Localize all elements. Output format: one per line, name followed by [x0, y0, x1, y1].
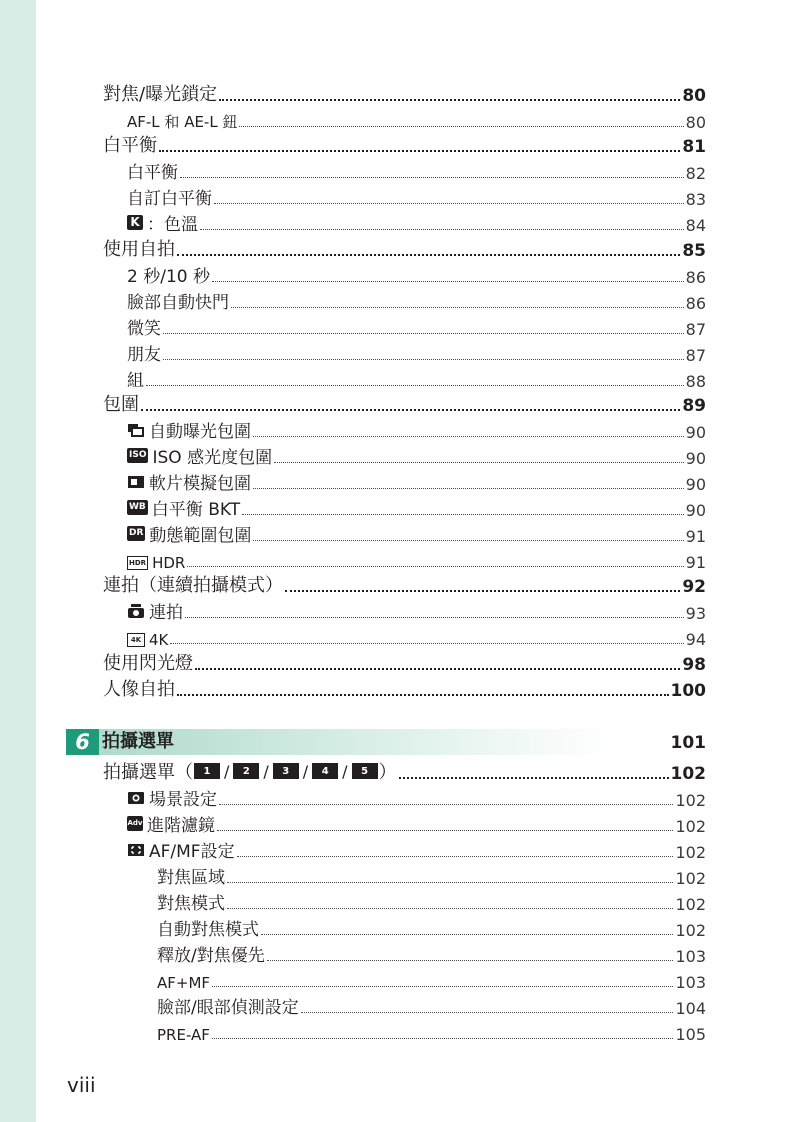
- toc-entry-page: 102: [675, 895, 706, 914]
- leader-dots: [267, 960, 674, 961]
- chapter-page: 101: [670, 733, 706, 753]
- toc-entry[interactable]: [103, 82, 706, 106]
- toc-entry[interactable]: [127, 625, 706, 649]
- toc-entry-page: 103: [675, 973, 706, 992]
- toc-entry-label-suffix: ）: [378, 762, 397, 783]
- toc-entry-page: 90: [685, 501, 706, 520]
- toc-entry-label: 動態範圍包圍: [149, 526, 252, 546]
- toc-entry[interactable]: [103, 651, 706, 675]
- leader-dots: [219, 804, 673, 805]
- toc-entry-label: 白平衡: [103, 135, 157, 156]
- toc-entry-label: 場景設定: [149, 790, 217, 810]
- leader-dots: [185, 617, 684, 618]
- leader-dots: [219, 99, 680, 101]
- toc-entry-label: ISO 感光度包圍: [152, 448, 273, 468]
- toc-entry-page: 91: [685, 527, 706, 546]
- leader-dots: [242, 514, 684, 515]
- toc-entry-page: 91: [685, 553, 706, 572]
- side-color-bar: [0, 0, 36, 1122]
- toc-entry[interactable]: [127, 341, 706, 365]
- leader-dots: [217, 830, 673, 831]
- toc-entry-label: AF+MF: [157, 974, 211, 992]
- leader-dots: [212, 1038, 674, 1039]
- leader-dots: [170, 643, 683, 644]
- leader-dots: [187, 566, 683, 567]
- leader-dots: [146, 385, 684, 386]
- toc-entry-page: 102: [675, 791, 706, 810]
- toc-entry-page: 89: [682, 396, 706, 416]
- leader-dots: [200, 229, 684, 230]
- toc-entry-page: 81: [682, 137, 706, 157]
- leader-dots: [214, 203, 684, 204]
- toc-entry[interactable]: [127, 211, 706, 235]
- toc-entry[interactable]: [127, 599, 706, 623]
- af-mf-icon: [127, 842, 145, 858]
- leader-dots: [253, 436, 684, 437]
- camera-1-icon: 1: [194, 763, 220, 779]
- leader-dots: [195, 668, 680, 670]
- toc-entry[interactable]: [127, 470, 706, 494]
- toc-entry[interactable]: [103, 392, 706, 416]
- toc-entry-page: 102: [675, 817, 706, 836]
- toc-entry-page: 92: [682, 577, 706, 597]
- toc-entry[interactable]: [127, 289, 706, 313]
- toc-entry-page: 102: [670, 764, 706, 784]
- toc-entry[interactable]: [127, 367, 706, 391]
- continuous-icon: [127, 603, 145, 619]
- toc-entry[interactable]: [157, 942, 706, 966]
- toc-entry[interactable]: [127, 496, 706, 520]
- toc-entry[interactable]: [127, 159, 706, 183]
- advanced-filter-icon: Adv: [127, 816, 143, 831]
- leader-dots: [399, 777, 669, 779]
- toc-entry-label: 自動對焦模式: [157, 920, 259, 940]
- toc-entry-label: PRE-AF: [157, 1026, 210, 1044]
- toc-entry[interactable]: [103, 237, 706, 261]
- chapter-number: 6: [66, 729, 99, 755]
- toc-entry[interactable]: [103, 133, 706, 157]
- leader-dots: [141, 409, 680, 411]
- toc-entry-page: 105: [675, 1025, 706, 1044]
- toc-entry-label: 進階濾鏡: [147, 816, 215, 836]
- toc-entry[interactable]: [103, 573, 706, 597]
- wb-bracketing-icon: WB: [127, 500, 148, 515]
- ae-bracketing-icon: [127, 422, 145, 438]
- toc-entry-page: 86: [685, 268, 706, 287]
- 4k-icon: 4K: [127, 633, 145, 647]
- toc-entry[interactable]: [127, 548, 706, 572]
- toc-entry-page: 87: [685, 346, 706, 365]
- leader-dots: [237, 856, 674, 857]
- toc-entry-label: 2 秒/10 秒: [127, 267, 210, 287]
- film-simulation-bracketing-icon: [127, 474, 145, 490]
- toc-entry[interactable]: [127, 108, 706, 132]
- toc-entry-page: 103: [675, 947, 706, 966]
- toc-entry-label: AF-L 和 AE-L 鈕: [127, 113, 238, 131]
- toc-entry-label: HDR: [152, 554, 186, 572]
- toc-entry-label: 使用自拍: [103, 239, 175, 260]
- toc-entry-label: 對焦區域: [157, 868, 225, 888]
- toc-entry-page: 87: [685, 320, 706, 339]
- camera-2-icon: 2: [233, 763, 259, 779]
- toc-entry-page: 82: [685, 164, 706, 183]
- toc-entry-label: 包圍: [103, 394, 139, 415]
- page-number: viii: [67, 1073, 96, 1097]
- toc-entry[interactable]: [157, 890, 706, 914]
- toc-entry-page: 102: [675, 921, 706, 940]
- leader-dots: [227, 882, 673, 883]
- toc-entry-label: AF/MF設定: [149, 842, 235, 862]
- leader-dots: [212, 281, 684, 282]
- toc-entry-page: 80: [685, 113, 706, 132]
- toc-entry-label: 白平衡: [127, 163, 178, 183]
- leader-dots: [177, 254, 680, 256]
- toc-entry[interactable]: [157, 968, 706, 992]
- leader-dots: [163, 359, 684, 360]
- scene-position-icon: [127, 790, 145, 806]
- toc-entry-page: 98: [682, 655, 706, 675]
- toc-entry[interactable]: [127, 786, 706, 810]
- chapter-banner[interactable]: [66, 729, 706, 755]
- leader-dots: [159, 150, 680, 152]
- toc-entry-page: 100: [670, 681, 706, 701]
- toc-entry[interactable]: [103, 760, 706, 784]
- toc-entry-label: 微笑: [127, 319, 161, 339]
- toc-entry[interactable]: [157, 864, 706, 888]
- leader-dots: [180, 177, 684, 178]
- leader-dots: [301, 1012, 674, 1013]
- leader-dots: [231, 307, 684, 308]
- toc-entry-page: 90: [685, 423, 706, 442]
- toc-entry-page: 88: [685, 372, 706, 391]
- toc-entry-label: 使用閃光燈: [103, 653, 193, 674]
- toc-entry-page: 83: [685, 190, 706, 209]
- leader-dots: [261, 934, 673, 935]
- toc-entry-label: 釋放/對焦優先: [157, 946, 265, 966]
- shooting-menu-chips: 1 / 2 / 3 / 4 / 5: [193, 762, 379, 781]
- leader-dots: [212, 986, 673, 987]
- leader-dots: [253, 540, 683, 541]
- toc-entry[interactable]: [157, 994, 706, 1018]
- chapter-title: 拍攝選單: [102, 731, 174, 752]
- toc-entry-label: 軟片模擬包圍: [149, 474, 251, 494]
- kelvin-icon: K: [127, 215, 143, 230]
- leader-dots: [239, 126, 683, 127]
- toc-entry-label: 連拍（連續拍攝模式）: [103, 575, 283, 596]
- toc-entry-page: 85: [682, 241, 706, 261]
- toc-entry-label: 對焦模式: [157, 894, 225, 914]
- toc-entry-label: ：色溫: [147, 215, 198, 235]
- leader-dots: [253, 488, 684, 489]
- toc-entry-label: 臉部自動快門: [127, 293, 229, 313]
- toc-entry[interactable]: [127, 418, 706, 442]
- toc-entry-label: 自訂白平衡: [127, 189, 212, 209]
- toc-entry-label: 自動曝光包圍: [149, 422, 251, 442]
- toc-entry-label: 朋友: [127, 345, 161, 365]
- toc-entry-page: 94: [685, 630, 706, 649]
- iso-bracketing-icon: ISO: [127, 448, 148, 463]
- toc-entry[interactable]: [157, 916, 706, 940]
- toc-entry-label: 臉部/眼部偵測設定: [157, 998, 299, 1018]
- toc-entry-label: 人像自拍: [103, 679, 175, 700]
- toc-entry[interactable]: [127, 838, 706, 862]
- toc-entry[interactable]: [157, 1020, 706, 1044]
- toc-entry[interactable]: [127, 315, 706, 339]
- toc-entry[interactable]: [127, 444, 706, 468]
- toc-entry-label: 拍攝選單（: [103, 762, 193, 783]
- toc-entry-page: 104: [675, 999, 706, 1018]
- camera-3-icon: 3: [273, 763, 299, 779]
- toc-entry-page: 102: [675, 869, 706, 888]
- leader-dots: [227, 908, 673, 909]
- dr-bracketing-icon: DR: [127, 526, 145, 541]
- toc-entry-page: 93: [685, 604, 706, 623]
- toc-entry-label: 白平衡 BKT: [151, 500, 241, 520]
- toc-entry[interactable]: [127, 522, 706, 546]
- toc-entry-page: 90: [685, 449, 706, 468]
- toc-entry[interactable]: [127, 185, 706, 209]
- camera-4-icon: 4: [312, 763, 338, 779]
- toc-entry[interactable]: [103, 677, 706, 701]
- toc-entry-page: 86: [685, 294, 706, 313]
- leader-dots: [163, 333, 684, 334]
- toc-entry-label: 對焦/曝光鎖定: [103, 84, 218, 105]
- toc-entry[interactable]: [127, 812, 706, 836]
- toc-entry-label: 4K: [149, 631, 169, 649]
- toc-entry[interactable]: [127, 263, 706, 287]
- camera-5-icon: 5: [352, 763, 378, 779]
- toc-entry-label: 連拍: [149, 603, 183, 623]
- leader-dots: [285, 590, 680, 592]
- toc-entry-page: 90: [685, 475, 706, 494]
- toc-entry-label: 組: [127, 371, 144, 391]
- hdr-icon: HDR: [127, 556, 148, 570]
- toc-entry-page: 84: [685, 216, 706, 235]
- toc-entry-page: 102: [675, 843, 706, 862]
- leader-dots: [177, 694, 669, 696]
- toc-entry-page: 80: [682, 86, 706, 106]
- leader-dots: [274, 462, 684, 463]
